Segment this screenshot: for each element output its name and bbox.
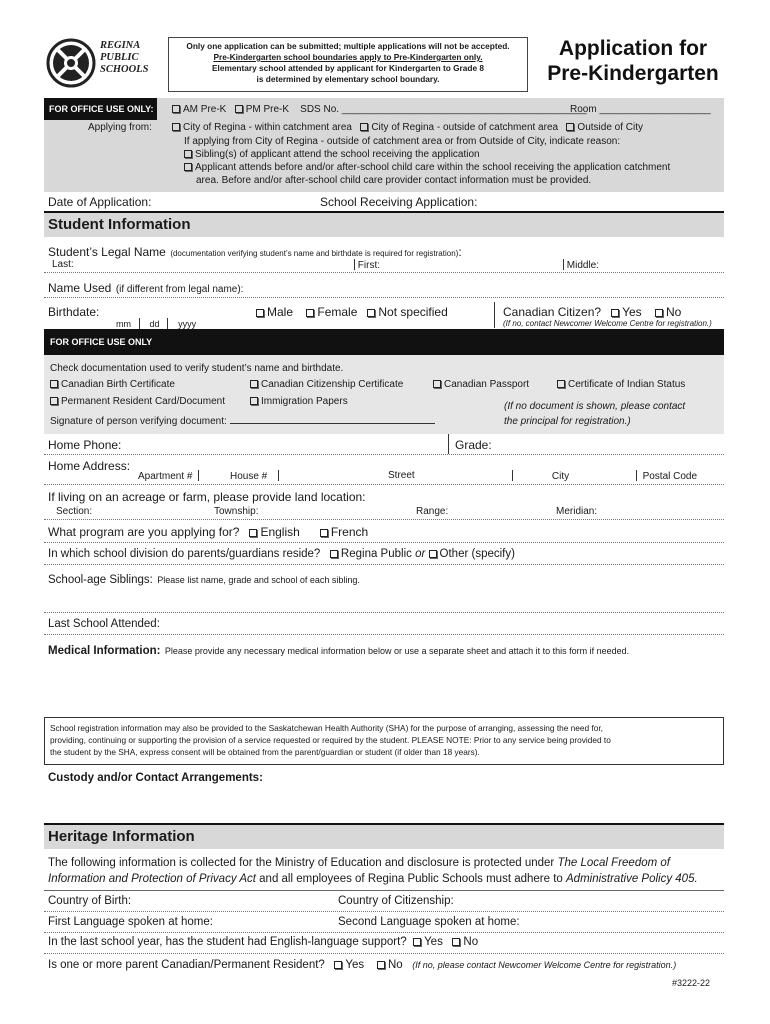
divider <box>44 519 724 520</box>
birth-cert-checkbox[interactable] <box>50 380 58 388</box>
not-specified-checkbox[interactable] <box>367 309 375 317</box>
sibling-checkbox[interactable] <box>184 150 192 158</box>
last-name-field[interactable]: Last: <box>52 259 74 270</box>
doc-indian-status: Certificate of Indian Status <box>557 379 685 391</box>
meridian-field[interactable]: Meridian: <box>556 506 598 517</box>
home-phone-field[interactable]: Home Phone: <box>48 438 122 452</box>
childcare-checkbox[interactable] <box>184 163 192 171</box>
form-title: Application for Pre-Kindergarten <box>547 37 719 85</box>
english-checkbox[interactable] <box>249 529 257 537</box>
country-of-citizenship-field[interactable]: Country of Citizenship: <box>338 895 454 907</box>
room-field[interactable]: Room ____________________ <box>570 104 711 115</box>
divider <box>44 297 724 298</box>
doc-immigration: Immigration Papers <box>250 396 348 408</box>
division-question: In which school division do parents/guardians reside? Regina Public or Other (specify) <box>48 548 515 560</box>
custody-field[interactable]: Custody and/or Contact Arrangements: <box>48 772 263 784</box>
divider <box>44 890 724 891</box>
divider <box>44 612 724 613</box>
immigration-checkbox[interactable] <box>250 397 258 405</box>
office-use-bar: FOR OFFICE USE ONLY <box>44 329 724 355</box>
heritage-notice: The following information is collected for the Ministry of Education and disclosure is protected under The Local Freedom of Information and Protection of Privacy Act and all employees of Regina Public Schools must adhere to Administrative Policy 405. <box>48 857 698 885</box>
esl-yes-checkbox[interactable] <box>413 938 421 946</box>
range-field[interactable]: Range: <box>416 506 449 517</box>
pr-question: Is one or more parent Canadian/Permanent Resident? Yes No (If no, please contact Newcomer Welcome Centre for registration.) <box>48 959 677 971</box>
passport-checkbox[interactable] <box>433 380 441 388</box>
other-division-checkbox[interactable] <box>429 550 437 558</box>
medical-info-field[interactable]: Medical Information: Please provide any necessary medical information below or use a separate sheet and attach it to this form if needed. <box>48 645 630 657</box>
notice-box: Only one application can be submitted; multiple applications will not be accepted. Pre-Kindergarten school boundaries apply to Pre-Kindergarten only. Elementary school attended by applicant for Kindergarten to Grade 8 is determined by elementary school boundary. <box>168 37 528 92</box>
outside-city-checkbox[interactable] <box>566 123 574 131</box>
program-question: What program are you applying for? English French <box>48 525 369 539</box>
birthdate-field[interactable]: mm dd yyyy <box>116 319 197 329</box>
citizen-note: (If no, contact Newcomer Welcome Centre for registration.) <box>503 319 712 328</box>
postal-code-field[interactable]: Postal Code <box>636 470 697 483</box>
name-used-field[interactable]: Name Used (if different from legal name): <box>48 281 244 295</box>
citizenship-cert-checkbox[interactable] <box>250 380 258 388</box>
sibling-option: Sibling(s) of applicant attend the school receiving the application <box>184 149 480 161</box>
female-checkbox[interactable] <box>306 309 314 317</box>
last-school-field[interactable]: Last School Attended: <box>48 618 160 630</box>
gender-options: Male Female Not specified <box>256 305 448 319</box>
middle-name-field[interactable]: Middle: <box>563 259 599 272</box>
birthdate-label: Birthdate: <box>48 305 100 319</box>
first-name-field[interactable]: First: <box>354 259 380 272</box>
citizen-yes-checkbox[interactable] <box>611 309 619 317</box>
city-field[interactable]: City <box>512 470 569 483</box>
second-language-field[interactable]: Second Language spoken at home: <box>338 916 520 928</box>
doc-birth-cert: Canadian Birth Certificate <box>50 379 175 391</box>
country-of-birth-field[interactable]: Country of Birth: <box>48 895 132 907</box>
land-location-label: If living on an acreage or farm, please provide land location: <box>48 490 366 504</box>
applying-from-options: City of Regina - within catchment area City of Regina - outside of catchment area Outside of City <box>172 122 643 134</box>
divider <box>44 564 724 565</box>
pr-no-checkbox[interactable] <box>377 961 385 969</box>
verify-instruction: Check documentation used to verify student’s name and birthdate. <box>50 363 344 374</box>
school-logo-icon <box>46 38 96 88</box>
student-info-header: Student Information <box>44 211 724 237</box>
am-prek-checkbox[interactable] <box>172 105 180 113</box>
esl-question: In the last school year, has the student had English-language support? Yes No <box>48 936 479 948</box>
divider <box>44 272 724 273</box>
esl-no-checkbox[interactable] <box>452 938 460 946</box>
school-name: REGINA PUBLIC SCHOOLS <box>100 40 149 75</box>
street-field[interactable]: Street <box>388 470 415 481</box>
township-field[interactable]: Township: <box>214 506 259 517</box>
regina-public-checkbox[interactable] <box>330 550 338 558</box>
divider <box>44 953 724 954</box>
home-address-label: Home Address: <box>48 459 131 473</box>
legal-name-label: Student’s Legal Name (documentation verifying student’s name and birthdate is required for registration): <box>48 245 462 259</box>
outside-catchment-checkbox[interactable] <box>360 123 368 131</box>
divider <box>44 932 724 933</box>
divider <box>44 454 724 455</box>
citizen-question: Canadian Citizen? Yes No <box>503 305 682 319</box>
indian-status-checkbox[interactable] <box>557 380 565 388</box>
form-number: #3222-22 <box>672 978 711 988</box>
office-use-label: FOR OFFICE USE ONLY: <box>44 98 157 120</box>
applying-from-label: Applying from: <box>88 122 152 133</box>
date-of-application-field[interactable]: Date of Application: <box>48 195 152 209</box>
childcare-note: area. Before and/or after-school child care provider contact information must be provided. <box>196 175 592 186</box>
reason-label: If applying from City of Regina - outside of catchment area or from Outside of City, indicate reason: <box>184 136 621 147</box>
divider <box>44 911 724 912</box>
childcare-option: Applicant attends before and/or after-school child care within the school receiving the application catchment <box>184 162 670 174</box>
grade-field[interactable]: Grade: <box>455 438 492 452</box>
siblings-field[interactable]: School-age Siblings: Please list name, grade and school of each sibling. <box>48 574 360 586</box>
house-field[interactable]: House # <box>230 470 279 483</box>
doc-citizenship-cert: Canadian Citizenship Certificate <box>250 379 403 391</box>
apartment-field[interactable]: Apartment # <box>138 470 199 483</box>
pm-prek-checkbox[interactable] <box>235 105 243 113</box>
pr-yes-checkbox[interactable] <box>334 961 342 969</box>
divider <box>44 542 724 543</box>
section-field[interactable]: Section: <box>56 506 93 517</box>
divider <box>44 484 724 485</box>
french-checkbox[interactable] <box>320 529 328 537</box>
doc-pr-card: Permanent Resident Card/Document <box>50 396 225 408</box>
divider <box>494 302 495 328</box>
citizen-no-checkbox[interactable] <box>655 309 663 317</box>
no-document-note: (If no document is shown, please contact the principal for registration.) <box>504 401 686 427</box>
male-checkbox[interactable] <box>256 309 264 317</box>
office-row-1: AM Pre-K PM Pre-K SDS No. ____________________________________________ <box>172 104 587 116</box>
sha-notice-box: School registration information may also be provided to the Saskatchewan Health Authority (SHA) for the purpose of arranging, assessing the need for, providing, continuing or supporting the provision of a service requested or required by the student. PLEASE NOTE: Prior to any service being provided to the student by the SHA, express consent will be obtained from the parent/guardian or student (if older than 18 years). <box>44 717 724 765</box>
divider <box>448 434 449 454</box>
first-language-field[interactable]: First Language spoken at home: <box>48 916 213 928</box>
heritage-info-header: Heritage Information <box>44 823 724 849</box>
verifier-signature-field[interactable]: Signature of person verifying document: <box>50 415 435 428</box>
within-catchment-checkbox[interactable] <box>172 123 180 131</box>
divider <box>44 634 724 635</box>
school-receiving-field[interactable]: School Receiving Application: <box>320 195 478 209</box>
doc-passport: Canadian Passport <box>433 379 529 391</box>
pr-card-checkbox[interactable] <box>50 397 58 405</box>
